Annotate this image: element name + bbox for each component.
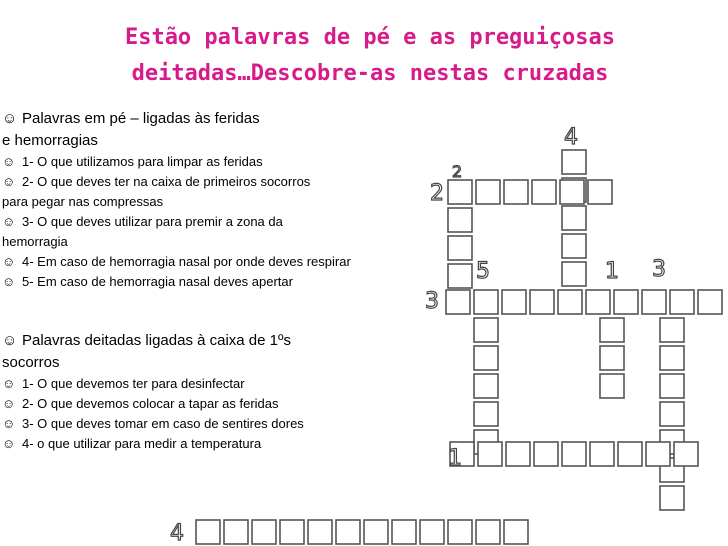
- crossword-cell: [448, 264, 472, 288]
- clue-text: 5- Em caso de hemorragia nasal deves apertar: [22, 274, 293, 289]
- smiley-icon: ☺: [2, 376, 16, 391]
- crossword-cell: [534, 442, 558, 466]
- crossword-cell: [588, 180, 612, 204]
- smiley-icon: ☺: [2, 396, 16, 411]
- crossword-cell: [660, 346, 684, 370]
- crossword-cell: [476, 180, 500, 204]
- clue-item: [2, 394, 442, 414]
- crossword-cell: [562, 150, 586, 174]
- crossword-cell: [670, 290, 694, 314]
- vertical-words-section: [2, 108, 442, 292]
- crossword-cell: [448, 520, 472, 544]
- crossword-cell: [600, 318, 624, 342]
- crossword-cell: [698, 290, 722, 314]
- crossword-cell: [660, 402, 684, 426]
- heading-text: Palavras em pé – ligadas às feridas: [22, 110, 260, 127]
- crossword-cell: [562, 442, 586, 466]
- clue-text: 4- o que utilizar para medir a temperatura: [22, 436, 262, 451]
- crossword-cell: [642, 290, 666, 314]
- crossword-cell: [504, 520, 528, 544]
- heading-text-continued: e hemorragias: [2, 132, 98, 149]
- clue-item: [2, 434, 442, 454]
- clue-text-continued: hemorragia: [2, 234, 68, 249]
- smiley-icon: ☺: [2, 274, 16, 289]
- crossword-cell: [646, 442, 670, 466]
- crossword-cell: [448, 208, 472, 232]
- clue-text-continued: para pegar nas compressas: [2, 194, 164, 209]
- crossword-cell: [280, 520, 304, 544]
- clue-item: [2, 152, 442, 172]
- crossword-cell: [562, 206, 586, 230]
- crossword-cell: [600, 346, 624, 370]
- slide-title: [60, 20, 680, 92]
- crossword-cell: [336, 520, 360, 544]
- clue-number-v3: 3: [652, 257, 666, 282]
- clue-text: 3- O que deves utilizar para premir a zona da: [22, 214, 283, 229]
- clue-number-h3: 3: [425, 289, 439, 314]
- section-heading-continued: [2, 130, 442, 152]
- crossword-cell: [562, 234, 586, 258]
- clue-text: 2- O que deves ter na caixa de primeiros socorros: [22, 174, 311, 189]
- title-line-1: Estão palavras de pé e as preguiçosas: [124, 25, 616, 50]
- clue-item: [2, 172, 442, 192]
- crossword-cell: [590, 442, 614, 466]
- crossword-cell: [446, 290, 470, 314]
- clue-item: [2, 212, 442, 232]
- crossword-cell: [600, 374, 624, 398]
- crossword-cell: [532, 180, 556, 204]
- crossword-cell: [474, 346, 498, 370]
- clue-item: [2, 252, 442, 272]
- crossword-cell: [660, 486, 684, 510]
- smiley-icon: ☺: [2, 416, 16, 431]
- crossword-cell: [448, 180, 472, 204]
- crossword-cell: [558, 290, 582, 314]
- crossword-cell: [224, 520, 248, 544]
- clue-number-v1: 1: [605, 259, 619, 284]
- clue-text: 2- O que devemos colocar a tapar as feridas: [22, 396, 279, 411]
- smiley-icon: ☺: [2, 110, 18, 127]
- crossword-cell: [474, 402, 498, 426]
- heading-text-continued: socorros: [2, 354, 60, 371]
- smiley-icon: ☺: [2, 174, 16, 189]
- heading-text: Palavras deitadas ligadas à caixa de 1ºs: [22, 332, 291, 349]
- crossword-cell: [392, 520, 416, 544]
- crossword-cell: [660, 318, 684, 342]
- title-line-2: deitadas…Descobre-as nestas cruzadas: [131, 61, 609, 86]
- clue-text: 4- Em caso de hemorragia nasal por onde deves respirar: [22, 254, 351, 269]
- crossword-cell: [674, 442, 698, 466]
- crossword-cell: [502, 290, 526, 314]
- crossword-cell: [478, 442, 502, 466]
- clue-number-v5: 5: [476, 259, 490, 284]
- clue-text: 3- O que deves tomar em caso de sentires dores: [22, 416, 304, 431]
- clue-text: 1- O que utilizamos para limpar as feridas: [22, 154, 263, 169]
- clue-number-h1: 1: [448, 446, 462, 471]
- section-heading: [2, 108, 442, 130]
- crossword-cell: [420, 520, 444, 544]
- crossword-cell: [614, 290, 638, 314]
- clue-continued: [2, 192, 442, 212]
- crossword-cell: [618, 442, 642, 466]
- clue-continued: [2, 232, 442, 252]
- clue-text: 1- O que devemos ter para desinfectar: [22, 376, 245, 391]
- crossword-cell: [252, 520, 276, 544]
- smiley-icon: ☺: [2, 254, 16, 269]
- section-heading-continued: [2, 352, 442, 374]
- crossword-cell: [308, 520, 332, 544]
- crossword-cell: [474, 374, 498, 398]
- crossword-cell: [562, 262, 586, 286]
- crossword-cell: [474, 318, 498, 342]
- crossword-cell: [474, 290, 498, 314]
- crossword-cell: [476, 520, 500, 544]
- clue-item: [2, 374, 442, 394]
- crossword-cell: [196, 520, 220, 544]
- crossword-cell: [660, 374, 684, 398]
- clue-number-h2: 2: [430, 181, 444, 206]
- smiley-icon: ☺: [2, 214, 16, 229]
- section-heading: [2, 330, 442, 352]
- crossword-cell: [506, 442, 530, 466]
- smiley-icon: ☺: [2, 154, 16, 169]
- clue-number-v2: 2: [452, 162, 463, 181]
- clue-item: [2, 414, 442, 434]
- crossword-cell: [530, 290, 554, 314]
- smiley-icon: ☺: [2, 436, 16, 451]
- clue-number-v4: 4: [564, 125, 578, 150]
- crossword-cell: [586, 290, 610, 314]
- horizontal-words-section: [2, 330, 442, 454]
- crossword-cell: [560, 180, 584, 204]
- clue-number-h4: 4: [170, 521, 184, 546]
- crossword-cell: [364, 520, 388, 544]
- smiley-icon: ☺: [2, 332, 18, 349]
- clue-item: [2, 272, 442, 292]
- crossword-cell: [504, 180, 528, 204]
- crossword-cell: [448, 236, 472, 260]
